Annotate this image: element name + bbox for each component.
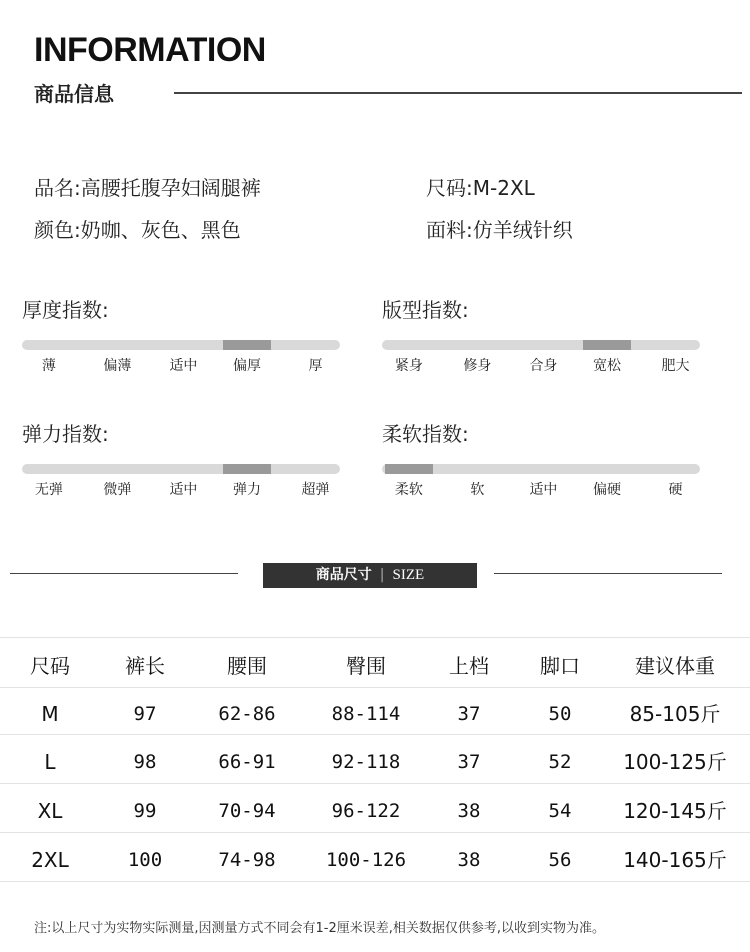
index-tick: 偏硬: [593, 482, 622, 498]
table-row-divider: [0, 783, 750, 784]
table-cell: 100-126: [325, 849, 407, 871]
index-tick: 偏薄: [103, 358, 132, 374]
title-cn: 商品信息: [34, 82, 114, 106]
table-cell: 85-105斤: [629, 702, 721, 726]
table-cell: M: [41, 702, 59, 726]
index-tick: 厚: [308, 358, 323, 374]
table-cell: 140-165斤: [623, 848, 727, 872]
index-tick: 软: [470, 482, 485, 498]
index-tick: 适中: [169, 482, 198, 498]
table-header-cell: 臀围: [346, 654, 386, 678]
index-tick: 偏厚: [233, 358, 262, 374]
table-cell: 54: [548, 800, 572, 822]
table-cell: 37: [457, 703, 481, 725]
table-header-cell: 上档: [449, 654, 489, 678]
product-fabric-value: 仿羊绒针织: [472, 218, 573, 242]
index-tick: 宽松: [593, 358, 622, 374]
table-cell: 100-125斤: [623, 750, 727, 774]
product-name-value: 高腰托腹孕妇阔腿裤: [80, 176, 261, 200]
index-tick: 弹力: [233, 482, 262, 498]
title-en: INFORMATION: [34, 31, 266, 69]
table-header-cell: 建议体重: [635, 654, 715, 678]
table-header-cell: 裤长: [125, 654, 165, 678]
table-cell: 37: [457, 751, 481, 773]
index-tick: 紧身: [394, 358, 423, 374]
table-cell: 38: [457, 849, 481, 871]
table-cell: 66-91: [218, 751, 276, 773]
product-fabric-label: 面料:: [426, 218, 473, 242]
index-tick: 微弹: [103, 482, 132, 498]
table-cell: 50: [548, 703, 572, 725]
table-cell: 99: [133, 800, 157, 822]
size-badge-en: SIZE: [392, 567, 425, 583]
measurement-note: 注:以上尺寸为实物实际测量,因测量方式不同会有1-2厘米误差,相关数据仅供参考,以收到实物为准。: [34, 921, 606, 936]
table-cell: 88-114: [331, 703, 401, 725]
index-tick: 适中: [529, 482, 558, 498]
index-tick: 无弹: [34, 482, 63, 498]
table-row-divider: [0, 832, 750, 833]
index-label: 柔软指数:: [382, 422, 469, 446]
index-label: 弹力指数:: [22, 422, 109, 446]
table-cell: 96-122: [331, 800, 401, 822]
index-tick: 薄: [41, 358, 56, 374]
table-header-cell: 腰围: [227, 654, 267, 678]
table-cell: 62-86: [218, 703, 276, 725]
product-size-value: M-2XL: [472, 176, 535, 200]
index-tick: 适中: [169, 358, 198, 374]
index-tick: 硬: [668, 482, 683, 498]
table-cell: 2XL: [31, 848, 69, 872]
table-cell: 74-98: [218, 849, 276, 871]
product-size-label: 尺码:: [426, 176, 473, 200]
table-header-cell: 尺码: [30, 654, 70, 678]
index-tick: 肥大: [661, 358, 690, 374]
table-row-divider: [0, 687, 750, 688]
table-cell: 100: [127, 849, 163, 871]
index-tick: 修身: [463, 358, 492, 374]
table-cell: L: [44, 750, 56, 774]
table-cell: 56: [548, 849, 572, 871]
table-cell: 70-94: [218, 800, 276, 822]
index-label: 版型指数:: [382, 298, 469, 322]
size-badge-separator: |: [379, 567, 385, 583]
table-cell: 52: [548, 751, 572, 773]
table-row-divider: [0, 881, 750, 882]
product-color-value: 奶咖、灰色、黑色: [80, 218, 241, 242]
table-row-divider: [0, 637, 750, 638]
table-cell: 97: [133, 703, 157, 725]
index-label: 厚度指数:: [22, 298, 109, 322]
size-badge-cn: 商品尺寸: [315, 567, 372, 583]
product-name-label: 品名:: [34, 176, 81, 200]
product-color-label: 颜色:: [34, 218, 81, 242]
index-tick: 柔软: [394, 482, 423, 498]
index-tick: 超弹: [301, 482, 330, 498]
table-cell: 120-145斤: [623, 799, 727, 823]
index-tick: 合身: [529, 358, 558, 374]
table-cell: 38: [457, 800, 481, 822]
table-row-divider: [0, 734, 750, 735]
table-cell: 92-118: [331, 751, 401, 773]
table-cell: XL: [37, 799, 63, 823]
table-header-cell: 脚口: [540, 654, 580, 678]
table-cell: 98: [133, 751, 157, 773]
